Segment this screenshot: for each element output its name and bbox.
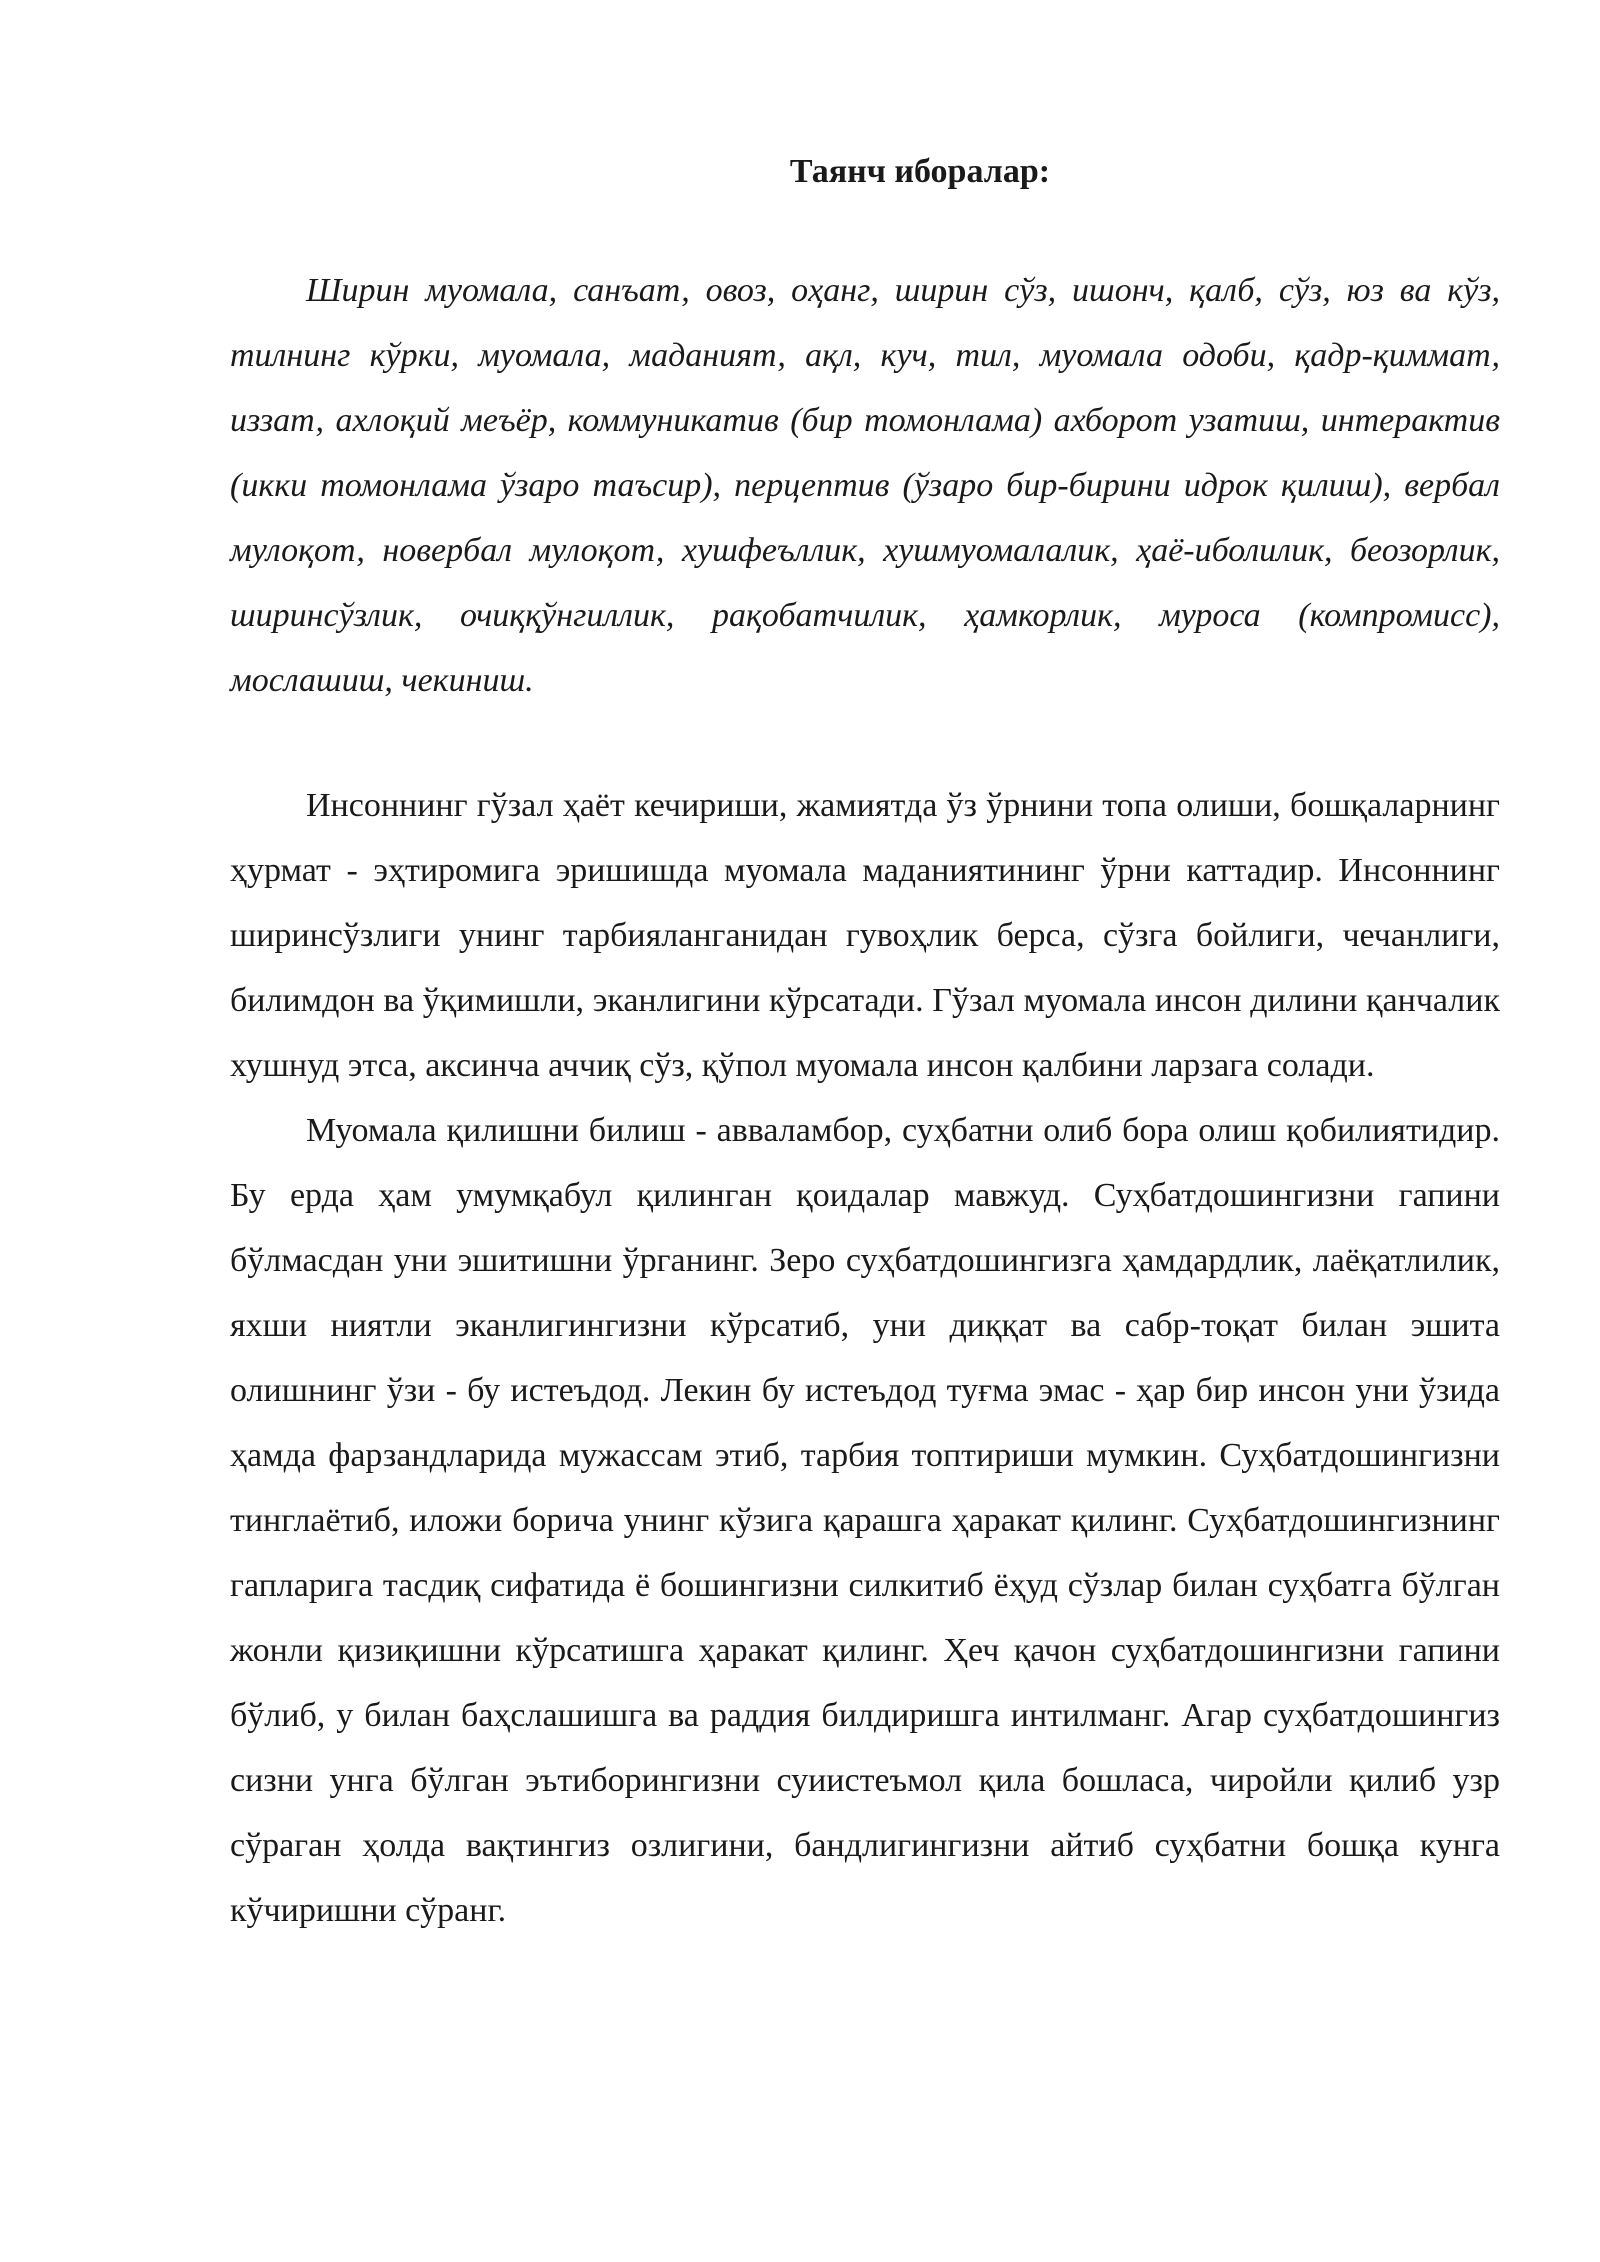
keywords-paragraph: Ширин муомала, санъат, овоз, оҳанг, ширин сўз, ишонч, қалб, сўз, юз ва кўз, тилнинг кўрки, муомала, маданият, ақл, куч, тил, муомала одоби, қадр-қиммат, иззат, ахлоқий меъёр, коммуникатив (бир томонлама) ахборот узатиш, интерактив (икки томонлама ўзаро таъсир), перцептив (ўзаро бир-бирини идрок қилиш), вербал мулоқот, новербал мулоқот, хушфеъллик, хушмуомалалик, ҳаё-иболилик, беозорлик, ширинсўзлик, очиққўнгиллик, рақобатчилик, ҳамкорлик, муроса (компромисс), мослашиш, чекиниш. xyxy=(230,272,1500,699)
body-paragraph-1: Инсоннинг гўзал ҳаёт кечириши, жамиятда ўз ўрнини топа олиши, бошқаларнинг ҳурмат - эҳтиромига эришишда муомала маданиятининг ўрни каттадир. Инсоннинг ширинсўзлиги унинг тарбияланганидан гувоҳлик берса, сўзга бойлиги, чечанлиги, билимдон ва ўқимишли, эканлигини кўрсатади. Гўзал муомала инсон дилини қанчалик хушнуд этса, аксинча аччиқ сўз, қўпол муомала инсон қалбини ларзага солади. xyxy=(230,787,1500,1084)
document-page xyxy=(230,140,1500,1943)
document-title: Таянч иборалар: xyxy=(789,153,1051,190)
body-paragraph-2: Муомала қилишни билиш - авваламбор, суҳбатни олиб бора олиш қобилиятидир. Бу ерда ҳам умумқабул қилинган қоидалар мавжуд. Суҳбатдошингизни гапини бўлмасдан уни эшитишни ўрганинг. Зеро суҳбатдошингизга ҳамдардлик, лаёқатлилик, яхши ниятли эканлигингизни кўрсатиб, уни диққат ва сабр-тоқат билан эшита олишнинг ўзи - бу истеъдод. Лекин бу истеъдод туғма эмас - ҳар бир инсон уни ўзида ҳамда фарзандларида мужассам этиб, тарбия топтириши мумкин. Суҳбатдошингизни тинглаётиб, иложи борича унинг кўзига қарашга ҳаракат қилинг. Суҳбатдошингизнинг гапларига тасдиқ сифатида ё бошингизни силкитиб ёҳуд сўзлар билан суҳбатга бўлган жонли қизиқишни кўрсатишга ҳаракат қилинг. Ҳеч қачон суҳбатдошингизни гапини бўлиб, у билан баҳслашишга ва раддия билдиришга интилманг. Агар суҳбатдошингиз сизни унга бўлган эътиборингизни суиистеъмол қила бошласа, чиройли қилиб узр сўраган ҳолда вақтингиз озлигини, бандлигингизни айтиб суҳбатни бошқа кунга кўчиришни сўранг. xyxy=(230,1112,1500,1929)
